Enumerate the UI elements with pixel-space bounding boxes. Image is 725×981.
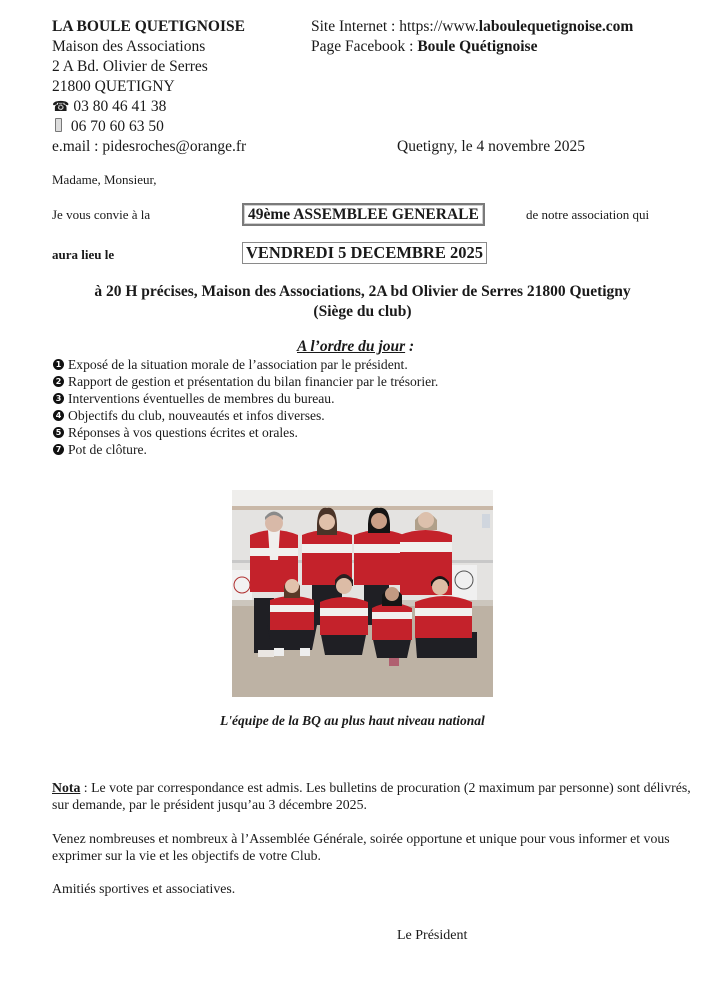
venue-line: à 20 H précises, Maison des Associations, 2A bd Olivier de Serres 21800 Quetigny	[94, 283, 631, 300]
agenda-item-text: Interventions éventuelles de membres du bureau.	[68, 391, 335, 406]
numbered-bullet-icon: 7	[53, 444, 64, 455]
agenda-item-text: Exposé de la situation morale de l’association par le président.	[68, 357, 408, 372]
mobile-phone-icon	[55, 118, 62, 132]
telephone-icon: ☎	[52, 99, 70, 115]
numbered-bullet-icon: 3	[53, 393, 64, 404]
numbered-bullet-icon: 5	[53, 427, 64, 438]
phone-line	[52, 97, 166, 118]
nota-paragraph	[52, 779, 692, 813]
event-date-box: VENDREDI 5 DECEMBRE 2025	[242, 242, 487, 264]
email-link[interactable]: pidesroches@orange.fr	[102, 138, 247, 155]
agenda-item	[53, 356, 438, 373]
numbered-bullet-icon: 2	[53, 376, 64, 387]
agenda-item	[53, 407, 438, 424]
website-line	[311, 17, 633, 37]
org-name: LA BOULE QUETIGNOISE	[52, 18, 245, 35]
photo-caption: L'équipe de la BQ au plus haut niveau national	[220, 713, 485, 728]
team-photo-illustration	[232, 490, 493, 697]
mobile-line	[52, 117, 164, 137]
agenda-item	[53, 424, 438, 441]
address-line-1: Maison des Associations	[52, 38, 206, 55]
agenda-list	[53, 356, 438, 458]
website-label: Site Internet : https://www.	[311, 18, 479, 35]
facebook-page-name[interactable]: Boule Quétignoise	[417, 38, 538, 55]
agenda-item	[53, 441, 438, 458]
email-label: e.mail :	[52, 138, 103, 155]
numbered-bullet-icon: 4	[53, 410, 64, 421]
agenda-item-text: Pot de clôture.	[68, 442, 147, 457]
address-line-2: 2 A Bd. Olivier de Serres	[52, 58, 208, 75]
facebook-line	[311, 37, 537, 57]
nota-label: Nota	[52, 780, 81, 795]
agenda-item	[53, 373, 438, 390]
invite-prefix: Je vous convie à la	[52, 207, 151, 222]
agenda-item-text: Rapport de gestion et présentation du bilan financier par le trésorier.	[68, 374, 439, 389]
invite-suffix: de notre association qui	[526, 207, 650, 222]
agenda-heading	[297, 338, 414, 356]
place-date: Quetigny, le 4 novembre 2025	[397, 138, 585, 155]
email-line	[52, 137, 246, 157]
address-line-3: 21800 QUETIGNY	[52, 78, 175, 95]
date-prefix: aura lieu le	[52, 247, 115, 262]
event-name-box: 49ème ASSEMBLEE GENERALE	[242, 203, 485, 226]
numbered-bullet-icon: 1	[53, 359, 64, 370]
agenda-title-colon: :	[405, 338, 415, 355]
signature: Le Président	[397, 928, 468, 943]
agenda-item-text: Réponses à vos questions écrites et orales.	[68, 425, 298, 440]
venue-note: (Siège du club)	[313, 303, 412, 320]
closing-line: Amitiés sportives et associatives.	[52, 881, 236, 896]
website-link[interactable]: laboulequetignoise.com	[478, 18, 634, 35]
mobile-number: 06 70 60 63 50	[70, 118, 164, 135]
phone-number: 03 80 46 41 38	[73, 98, 167, 115]
invitation-paragraph: Venez nombreuses et nombreux à l’Assemblée Générale, soirée opportune et unique pour vous informer et vous exprimer sur la vie et les objectifs de votre Club.	[52, 831, 670, 863]
team-photo	[232, 490, 493, 697]
facebook-label: Page Facebook :	[311, 38, 418, 55]
salutation: Madame, Monsieur,	[52, 172, 157, 187]
agenda-item-text: Objectifs du club, nouveautés et infos diverses.	[68, 408, 325, 423]
nota-text: : Le vote par correspondance est admis. Les bulletins de procuration (2 maximum par personne) sont délivrés, sur demande, par le président jusqu’au 3 décembre 2025.	[52, 780, 691, 812]
agenda-title: A l’ordre du jour	[297, 338, 406, 355]
agenda-item	[53, 390, 438, 407]
